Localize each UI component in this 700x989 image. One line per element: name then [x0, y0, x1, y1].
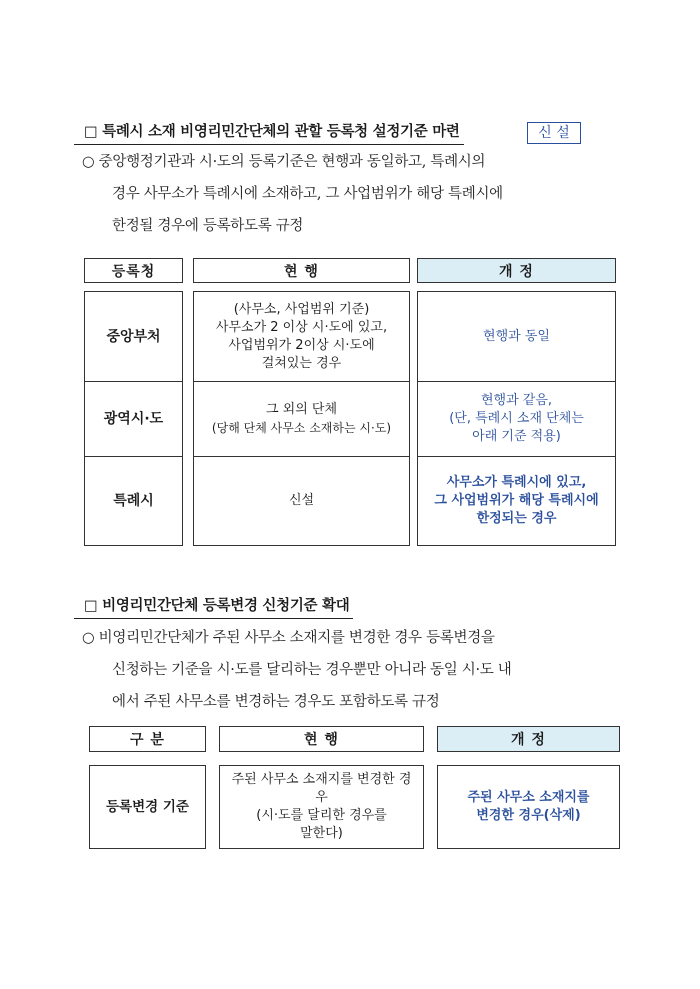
table1-header-revised: 개 정: [417, 258, 616, 283]
cell-line: (당해 단체 사무소 소재하는 시·도): [211, 421, 392, 435]
table-row-label: 등록변경 기준: [89, 765, 206, 849]
cell-line: 주된 사무소 소재지를: [467, 790, 590, 805]
cell-line: 걸쳐있는 경우: [261, 355, 342, 371]
cell-line: (단, 특례시 소재 단체는: [449, 411, 584, 426]
cell-line: 주된 사무소 소재지를 변경한 경우: [231, 772, 412, 805]
table-row-label: 광역시·도: [84, 382, 183, 457]
table1-header-registrar: 등록청: [84, 258, 183, 283]
cell-line: 말한다): [300, 826, 343, 841]
paragraph-line: 신청하는 기준을 시·도를 달리하는 경우뿐만 아니라 동일 시·도 내: [112, 662, 512, 678]
table-cell-revised: [417, 382, 616, 457]
cell-line: 그 사업범위가 해당 특례시에: [434, 493, 599, 508]
new-badge: 신 설: [527, 122, 581, 144]
section1-paragraph: [82, 146, 642, 242]
table1-current-column: [193, 291, 410, 546]
cell-line: 현행과 같음,: [480, 393, 553, 408]
table-cell-current: [193, 382, 410, 457]
table-cell-current: [219, 765, 424, 849]
cell-line: 사업범위가 2이상 시·도에: [228, 337, 375, 353]
cell-line: 사무소가 특례시에 있고,: [446, 475, 587, 490]
section1-title: □ 특례시 소재 비영리민간단체의 관할 등록청 설정기준 마련: [74, 120, 464, 145]
table1-header-current: 현 행: [193, 258, 410, 283]
table-row-label: 중앙부처: [84, 291, 183, 382]
cell-line: 신설: [288, 493, 315, 508]
table-cell-current: [193, 291, 410, 382]
cell-line: (시·도를 달리한 경우를: [256, 808, 387, 823]
table-cell-revised: [417, 291, 616, 382]
table1-label-column: [84, 291, 183, 546]
table-cell-current: [193, 457, 410, 546]
table1-revised-column: [417, 291, 616, 546]
paragraph-line: ○ 중앙행정기관과 시·도의 등록기준은 현행과 동일하고, 특례시의: [82, 154, 486, 170]
cell-line: 그 외의 단체: [265, 402, 338, 417]
section2-paragraph: [82, 622, 642, 718]
cell-line: 현행과 동일: [483, 328, 550, 344]
table2-header-revised: 개 정: [437, 726, 620, 752]
cell-line: 한정되는 경우: [476, 511, 557, 526]
paragraph-line: 한정될 경우에 등록하도록 규정: [112, 218, 304, 234]
table2-header-category: 구 분: [89, 726, 206, 752]
cell-line: (사무소, 사업범위 기준): [233, 301, 370, 317]
table2-header-current: 현 행: [219, 726, 424, 752]
paragraph-line: 경우 사무소가 특례시에 소재하고, 그 사업범위가 해당 특례시에: [112, 186, 503, 202]
table-cell-revised: [417, 457, 616, 546]
table-cell-revised: [437, 765, 620, 849]
section2-title: □ 비영리민간단체 등록변경 신청기준 확대: [74, 594, 353, 619]
cell-line: 아래 기준 적용): [472, 429, 561, 444]
paragraph-line: 에서 주된 사무소를 변경하는 경우도 포함하도록 규정: [112, 694, 440, 710]
cell-line: 변경한 경우(삭제): [476, 808, 581, 823]
paragraph-line: ○ 비영리민간단체가 주된 사무소 소재지를 변경한 경우 등록변경을: [82, 630, 495, 646]
cell-line: 사무소가 2 이상 시·도에 있고,: [215, 319, 388, 335]
table-row-label: 특례시: [84, 457, 183, 546]
